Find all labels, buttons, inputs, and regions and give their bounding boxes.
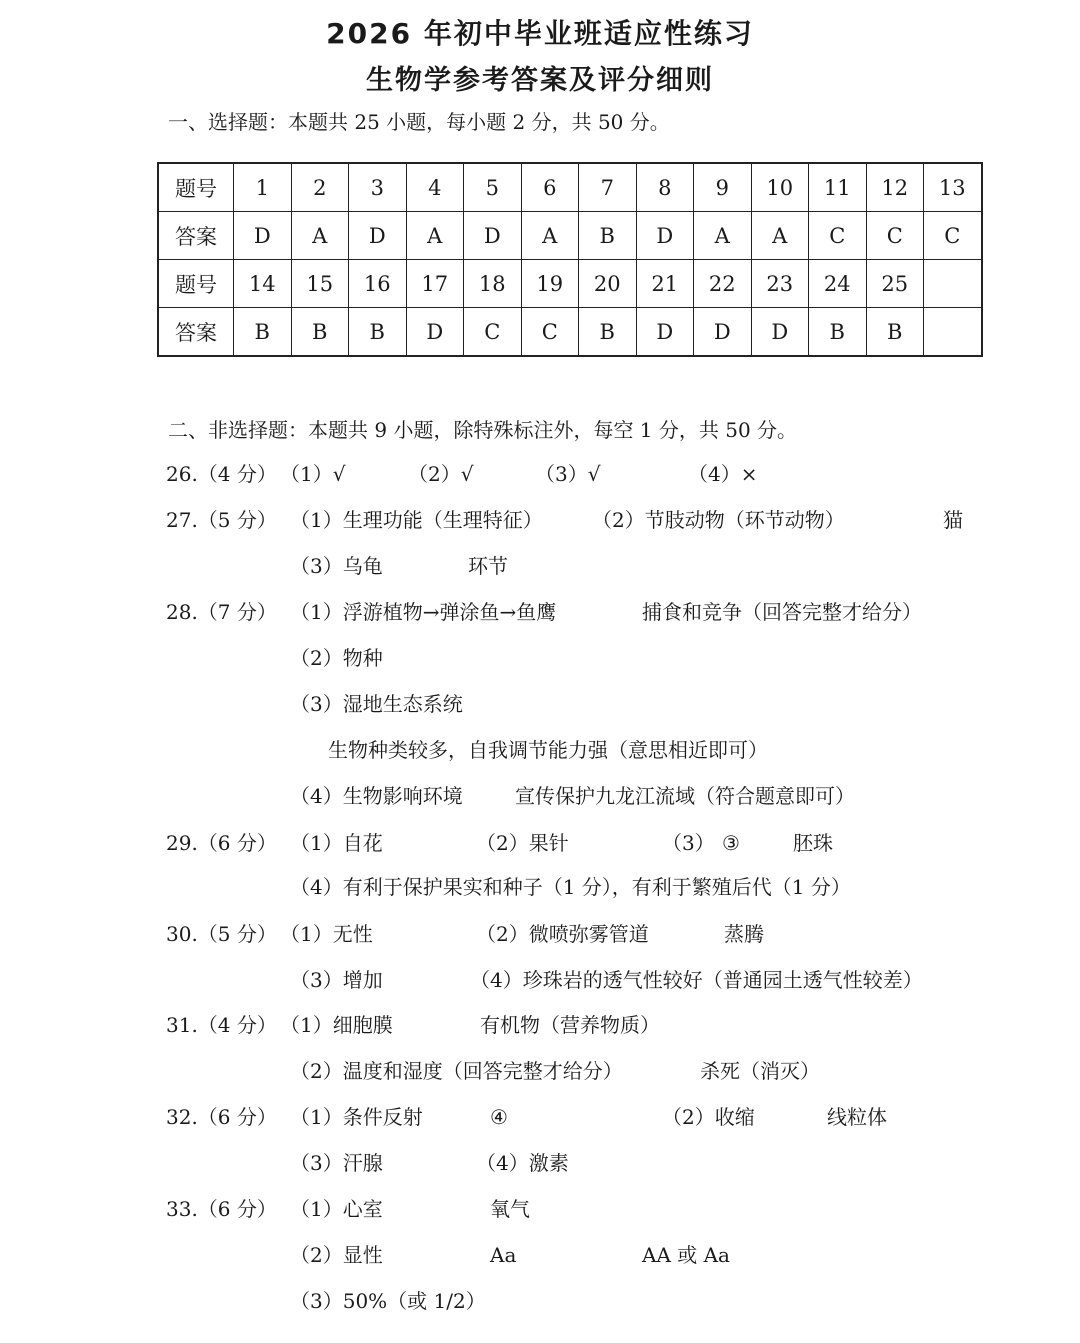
table-row — [158, 308, 982, 357]
table-row — [158, 260, 982, 308]
q30-answer-5: （4）珍珠岩的透气性较好（普通园土透气性较差） — [470, 968, 923, 992]
table-cell: D — [406, 308, 464, 357]
table-cell: B — [579, 212, 637, 260]
q33-answer-1: （1）心室 — [290, 1197, 383, 1221]
table-cell: 24 — [809, 260, 867, 308]
table-cell: C — [924, 212, 982, 260]
q29-answer-2: （2）果针 — [476, 831, 569, 855]
table-cell: C — [521, 308, 579, 357]
table-cell: A — [291, 212, 349, 260]
table-cell: 13 — [924, 163, 982, 212]
q30-answer-1: （1）无性 — [280, 922, 373, 946]
question-33-number: 33.（6 分） — [166, 1197, 277, 1221]
table-cell: 答案 — [158, 308, 234, 357]
table-cell: 23 — [751, 260, 809, 308]
table-cell: 8 — [636, 163, 694, 212]
answer-table — [157, 162, 983, 357]
table-row — [158, 212, 982, 260]
q29-answer-6: （4）有利于保护果实和种子（1 分），有利于繁殖后代（1 分） — [290, 875, 851, 899]
q28-answer-6: （4）生物影响环境 — [290, 784, 463, 808]
q33-answer-6: （3）50%（或 1/2） — [290, 1289, 486, 1313]
table-cell: B — [291, 308, 349, 357]
table-cell: D — [636, 212, 694, 260]
table-cell: 15 — [291, 260, 349, 308]
table-cell: 18 — [464, 260, 522, 308]
q33-answer-3: （2）显性 — [290, 1243, 383, 1267]
question-28-number: 28.（7 分） — [166, 600, 277, 624]
table-cell: B — [349, 308, 407, 357]
table-cell: 20 — [579, 260, 637, 308]
table-cell: 22 — [694, 260, 752, 308]
table-cell: 9 — [694, 163, 752, 212]
q27-answer-5: 环节 — [468, 554, 508, 578]
q31-answer-4: 杀死（消灭） — [700, 1059, 820, 1083]
q26-answer-4: （4）× — [688, 462, 758, 486]
q29-answer-1: （1）自花 — [290, 831, 383, 855]
q27-answer-4: （3）乌龟 — [290, 554, 383, 578]
q31-answer-3: （2）温度和湿度（回答完整才给分） — [290, 1059, 623, 1083]
table-cell: 1 — [234, 163, 292, 212]
table-cell: 17 — [406, 260, 464, 308]
question-31-number: 31.（4 分） — [166, 1013, 277, 1037]
q29-answer-3: （3） — [662, 831, 715, 855]
table-cell: D — [694, 308, 752, 357]
q29-answer-4: ③ — [722, 831, 740, 855]
q33-answer-4: Aa — [490, 1243, 517, 1267]
table-cell: D — [349, 212, 407, 260]
table-cell: 答案 — [158, 212, 234, 260]
section-1-heading: 一、选择题：本题共 25 小题，每小题 2 分，共 50 分。 — [168, 110, 670, 134]
q31-answer-2: 有机物（营养物质） — [480, 1013, 660, 1037]
table-cell: 12 — [866, 163, 924, 212]
q33-answer-5: AA 或 Aa — [642, 1243, 730, 1267]
q30-answer-4: （3）增加 — [290, 968, 383, 992]
q29-answer-5: 胚珠 — [793, 831, 833, 855]
q26-answer-3: （3）√ — [535, 462, 601, 486]
question-29-number: 29.（6 分） — [166, 831, 277, 855]
question-30-number: 30.（5 分） — [166, 922, 277, 946]
q26-answer-1: （1）√ — [280, 462, 346, 486]
q32-answer-5: （3）汗腺 — [290, 1151, 383, 1175]
table-cell: A — [521, 212, 579, 260]
table-cell: 25 — [866, 260, 924, 308]
table-cell: 21 — [636, 260, 694, 308]
table-cell: 4 — [406, 163, 464, 212]
table-cell: 19 — [521, 260, 579, 308]
q28-answer-7: 宣传保护九龙江流域（符合题意即可） — [515, 784, 855, 808]
table-cell: C — [464, 308, 522, 357]
q32-answer-3: （2）收缩 — [662, 1105, 755, 1129]
table-cell: A — [406, 212, 464, 260]
page-subtitle: 生物学参考答案及评分细则 — [366, 65, 714, 96]
table-cell: D — [751, 308, 809, 357]
table-cell: C — [866, 212, 924, 260]
table-cell: D — [636, 308, 694, 357]
table-row — [158, 163, 982, 212]
table-cell: 6 — [521, 163, 579, 212]
table-cell: B — [866, 308, 924, 357]
q31-answer-1: （1）细胞膜 — [280, 1013, 393, 1037]
table-cell: D — [234, 212, 292, 260]
table-cell: D — [464, 212, 522, 260]
q27-answer-2: （2）节肢动物（环节动物） — [592, 508, 845, 532]
q32-answer-1: （1）条件反射 — [290, 1105, 423, 1129]
page-title: 2026 年初中毕业班适应性练习 — [326, 17, 754, 50]
question-32-number: 32.（6 分） — [166, 1105, 277, 1129]
table-cell: 5 — [464, 163, 522, 212]
table-cell: 3 — [349, 163, 407, 212]
q33-answer-2: 氧气 — [490, 1197, 530, 1221]
table-cell — [924, 308, 982, 357]
table-cell: 2 — [291, 163, 349, 212]
table-cell: B — [234, 308, 292, 357]
table-cell: 16 — [349, 260, 407, 308]
q28-answer-3: （2）物种 — [290, 646, 383, 670]
table-cell — [924, 260, 982, 308]
q28-answer-4: （3）湿地生态系统 — [290, 692, 463, 716]
section-2-heading: 二、非选择题：本题共 9 小题，除特殊标注外，每空 1 分，共 50 分。 — [168, 418, 798, 442]
table-cell: C — [809, 212, 867, 260]
table-cell: 14 — [234, 260, 292, 308]
q30-answer-3: 蒸腾 — [724, 922, 764, 946]
table-cell: B — [809, 308, 867, 357]
q32-answer-4: 线粒体 — [827, 1105, 887, 1129]
q28-answer-1: （1）浮游植物→弹涂鱼→鱼鹰 — [290, 600, 557, 624]
table-cell: A — [694, 212, 752, 260]
table-cell: B — [579, 308, 637, 357]
q32-answer-2: ④ — [490, 1105, 508, 1129]
question-26-number: 26.（4 分） — [166, 462, 277, 486]
table-cell: 10 — [751, 163, 809, 212]
q32-answer-6: （4）激素 — [476, 1151, 569, 1175]
q28-answer-2: 捕食和竞争（回答完整才给分） — [642, 600, 922, 624]
table-cell: 题号 — [158, 260, 234, 308]
table-cell: A — [751, 212, 809, 260]
table-cell: 11 — [809, 163, 867, 212]
table-cell: 7 — [579, 163, 637, 212]
q28-answer-5: 生物种类较多，自我调节能力强（意思相近即可） — [328, 738, 768, 762]
q26-answer-2: （2）√ — [408, 462, 474, 486]
question-27-number: 27.（5 分） — [166, 508, 277, 532]
q27-answer-1: （1）生理功能（生理特征） — [290, 508, 543, 532]
q30-answer-2: （2）微喷弥雾管道 — [476, 922, 649, 946]
table-cell: 题号 — [158, 163, 234, 212]
q27-answer-3: 猫 — [943, 508, 963, 532]
